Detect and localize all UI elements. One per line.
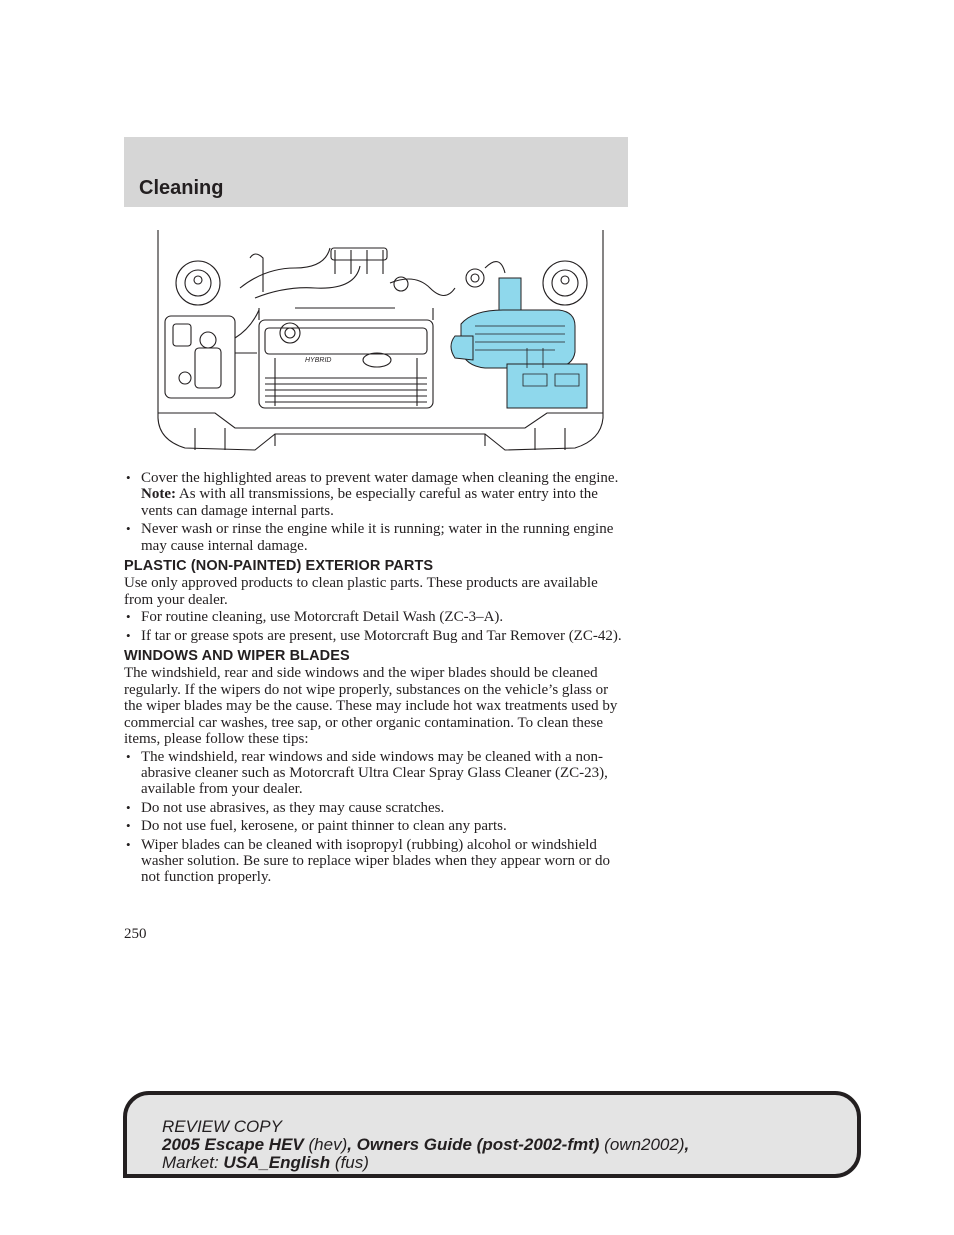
list-item: • The windshield, rear windows and side windows may be cleaned with a non-abrasive cleaner such as Motorcraft Ultra Clear Spray Glass Cleaner (ZC-23), available from your dealer.: [124, 749, 630, 798]
engine-cover-logo: HYBRID: [305, 357, 332, 364]
section-title: Cleaning: [139, 177, 224, 199]
engine-compartment-illustration: [155, 228, 607, 460]
engine-cleaning-bullets: [124, 470, 630, 554]
windows-wipers-bullets: [124, 749, 630, 886]
plastic-parts-bullets: [124, 609, 630, 644]
review-copy-text: [162, 1118, 689, 1172]
list-item: • Cover the highlighted areas to prevent water damage when cleaning the engine. Note: As with all transmissions, be especially careful as water entry into the vents can damage internal parts.: [124, 470, 630, 519]
highlight-intake-tube: [451, 336, 473, 360]
list-item: • If tar or grease spots are present, use Motorcraft Bug and Tar Remover (ZC-42).: [124, 628, 630, 644]
page-content: [124, 470, 630, 888]
windows-wipers-heading: WINDOWS AND WIPER BLADES: [124, 648, 350, 665]
plastic-parts-intro: Use only approved products to clean plastic parts. These products are available from your dealer.: [124, 575, 598, 608]
plastic-parts-heading: PLASTIC (NON-PAINTED) EXTERIOR PARTS: [124, 558, 434, 575]
list-item: • Do not use abrasives, as they may cause scratches.: [124, 800, 630, 816]
note-label: Note:: [141, 486, 176, 503]
market-line: Market: USA_English (fus): [162, 1153, 369, 1172]
highlighted-cover-areas: [451, 278, 587, 408]
list-item: • Never wash or rinse the engine while it is running; water in the running engine may cause internal damage.: [124, 521, 630, 554]
windows-wipers-intro: The windshield, rear and side windows and the wiper blades should be cleaned regularly. If the wipers do not wipe properly, substances on the vehicle’s glass or the wiper blades may be the cause. These may include hot wax treatments used by commercial car washes, tree sap, or other organic contamination. To clean these items, please follow these tips:: [124, 665, 618, 748]
guide-info-line: 2005 Escape HEV (hev), Owners Guide (post-2002-fmt) (own2002),: [162, 1135, 690, 1154]
highlight-air-intake: [499, 278, 521, 314]
highlight-air-filter-box: [461, 310, 575, 368]
page-number: 250: [124, 926, 147, 942]
list-item: • For routine cleaning, use Motorcraft Detail Wash (ZC-3–A).: [124, 609, 630, 625]
list-item: • Wiper blades can be cleaned with isopropyl (rubbing) alcohol or windshield washer solution. Be sure to replace wiper blades when they appear worn or do not function properly.: [124, 837, 630, 886]
review-copy-label: REVIEW COPY: [162, 1117, 282, 1136]
list-item: • Do not use fuel, kerosene, or paint thinner to clean any parts.: [124, 818, 630, 834]
